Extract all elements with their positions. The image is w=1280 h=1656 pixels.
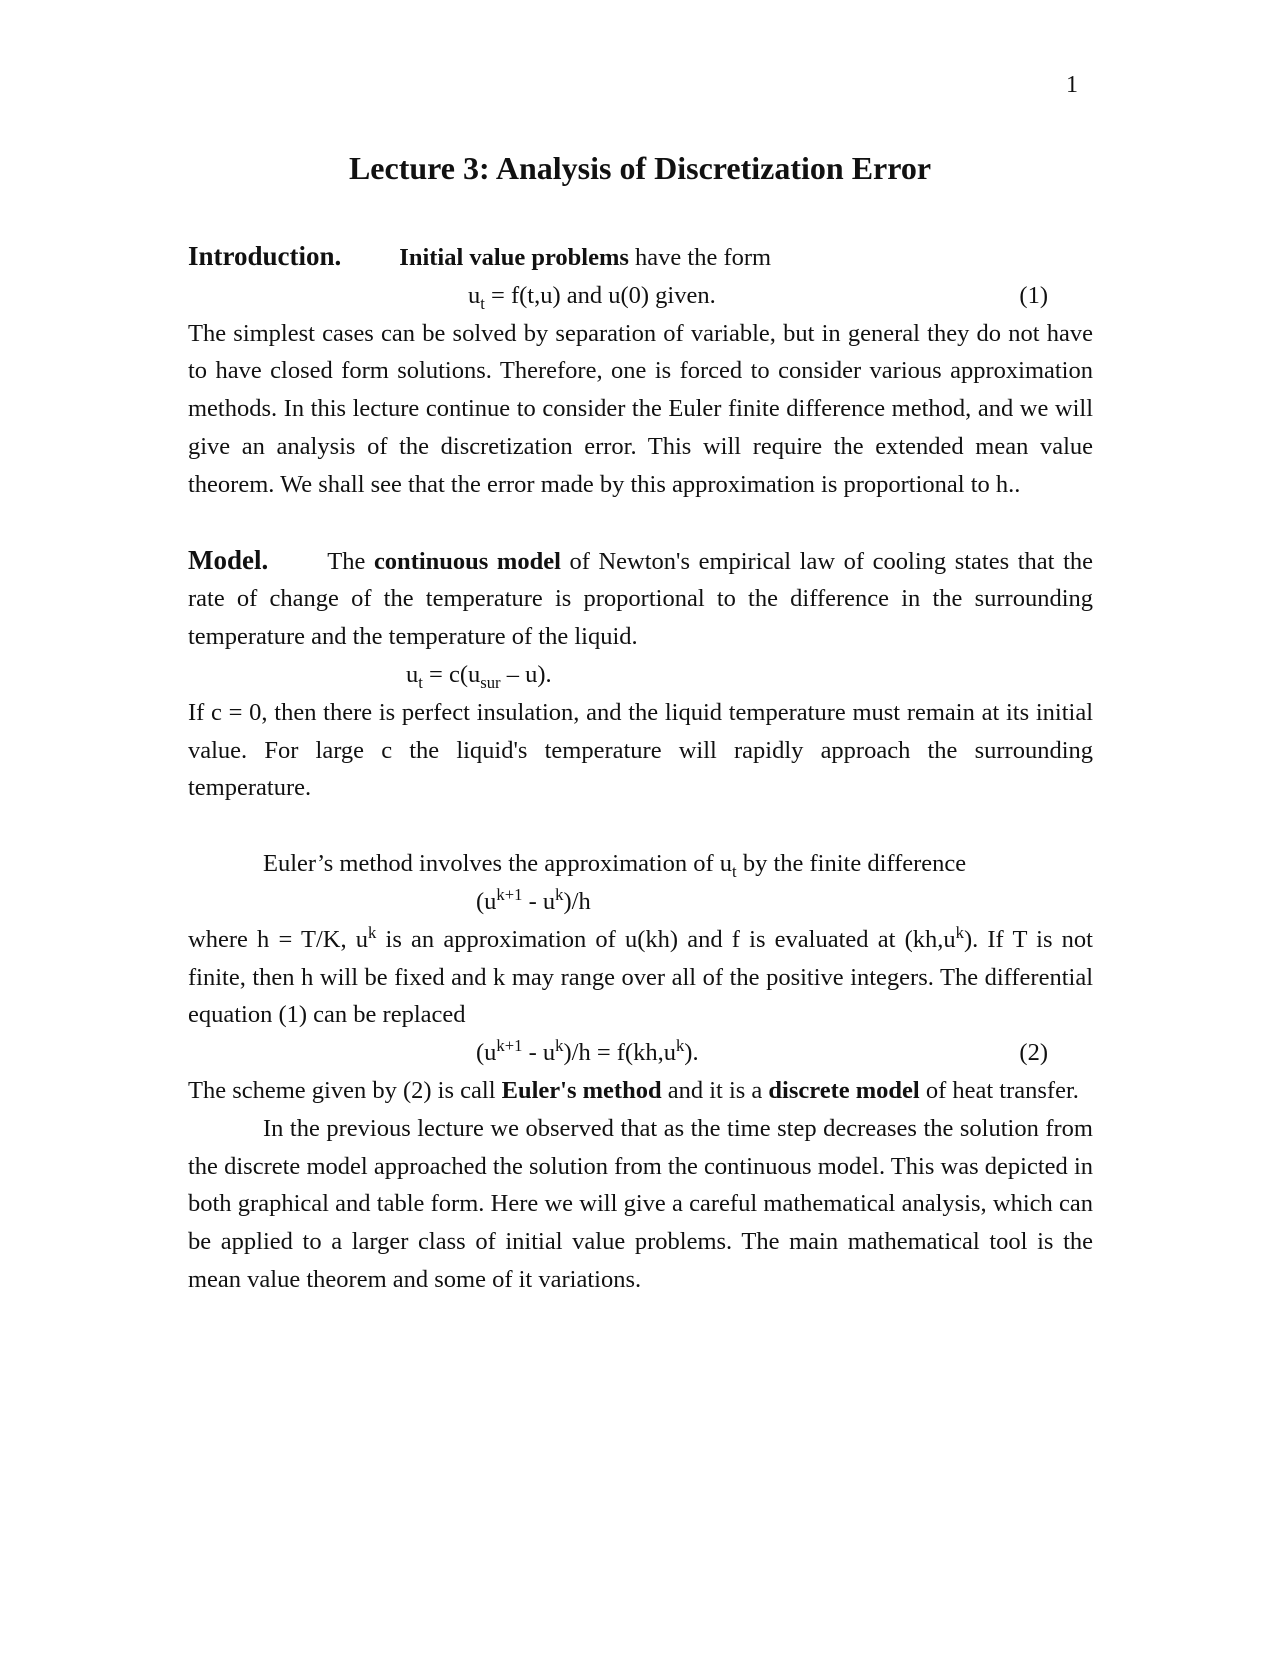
equation-1 <box>188 277 1093 315</box>
section-spacer <box>188 807 1093 845</box>
document-body <box>188 238 1093 1299</box>
page-number: 1 <box>1066 72 1078 98</box>
equation-1-body: $u_t = f(t,u)$ and u(0) given. <box>468 281 716 313</box>
finite-difference-expression <box>188 883 1093 921</box>
equation-2 <box>188 1034 1093 1072</box>
introduction-paragraph: The simplest cases can be solved by separation of variable, but in general they do not have to have closed form solutions. Therefore, one is forced to consider various approximation methods. In this lecture continue to consider the Euler finite difference method, and we will give an analysis of the discretization error. This will require the extended mean value theorem. We shall see that the error made by this approximation is proportional to h.. <box>188 319 1093 498</box>
previous-lecture-paragraph: In the previous lecture we observed that as the time step decreases the solution from the discrete model approached the solution from the continuous model. This was depicted in both graphical and table form. Here we will give a careful mathematical analysis, which can be applied to a larger class of initial value problems. The main mathematical tool is the mean value theorem and some of it variations. <box>188 1114 1093 1293</box>
discrete-model-term: discrete model <box>768 1076 920 1104</box>
introduction-heading-line <box>188 238 1093 277</box>
equation-1-number: (1) <box>1019 281 1048 309</box>
model-heading: Model. <box>188 544 269 575</box>
cooling-equation <box>188 656 1093 694</box>
eulers-method-term: Euler's method <box>501 1076 662 1104</box>
section-spacer <box>188 504 1093 542</box>
euler-intro-line: Euler’s method involves the approximation of $u_t$ by the finite difference <box>263 850 967 882</box>
equation-2-body: $(u^{k+1} - u^k)/h = f(kh,u^k)$. <box>476 1035 699 1067</box>
introduction-heading: Introduction. <box>188 241 342 271</box>
model-paragraph: Model. The continuous model of Newton's empirical law of cooling states that the rate of change of the temperature is proportional to the difference in the surrounding temperature and the temperature of the liquid. <box>188 544 1093 651</box>
where-paragraph: where h = T/K, $u^k$ is an approximation of u(kh) and f is evaluated at $(kh,u^k)$. If T is not finite, then h will be fixed and k may range over all of the positive integers. The differential equation (1) can be replaced <box>188 922 1093 1029</box>
continuous-model-term: continuous model <box>373 547 561 575</box>
insulation-paragraph: If c = 0, then there is perfect insulation, and the liquid temperature must remain at its initial value. For large c the liquid's temperature will rapidly approach the surrounding temperature. <box>188 698 1093 802</box>
introduction-lead-text: have the form <box>628 244 772 271</box>
scheme-paragraph: The scheme given by (2) is call Euler's method and it is a discrete model of heat transfer. <box>188 1076 1079 1104</box>
equation-2-number: (2) <box>1019 1039 1048 1067</box>
page-title: Lecture 3: Analysis of Discretization Error <box>348 150 932 186</box>
initial-value-problems-term: Initial value problems <box>399 244 629 271</box>
finite-difference-body: $(u^{k+1} - u^k)/h$ <box>476 884 591 915</box>
cooling-equation-body: $u_t = c(u_{sur} - u)$. <box>406 660 552 692</box>
